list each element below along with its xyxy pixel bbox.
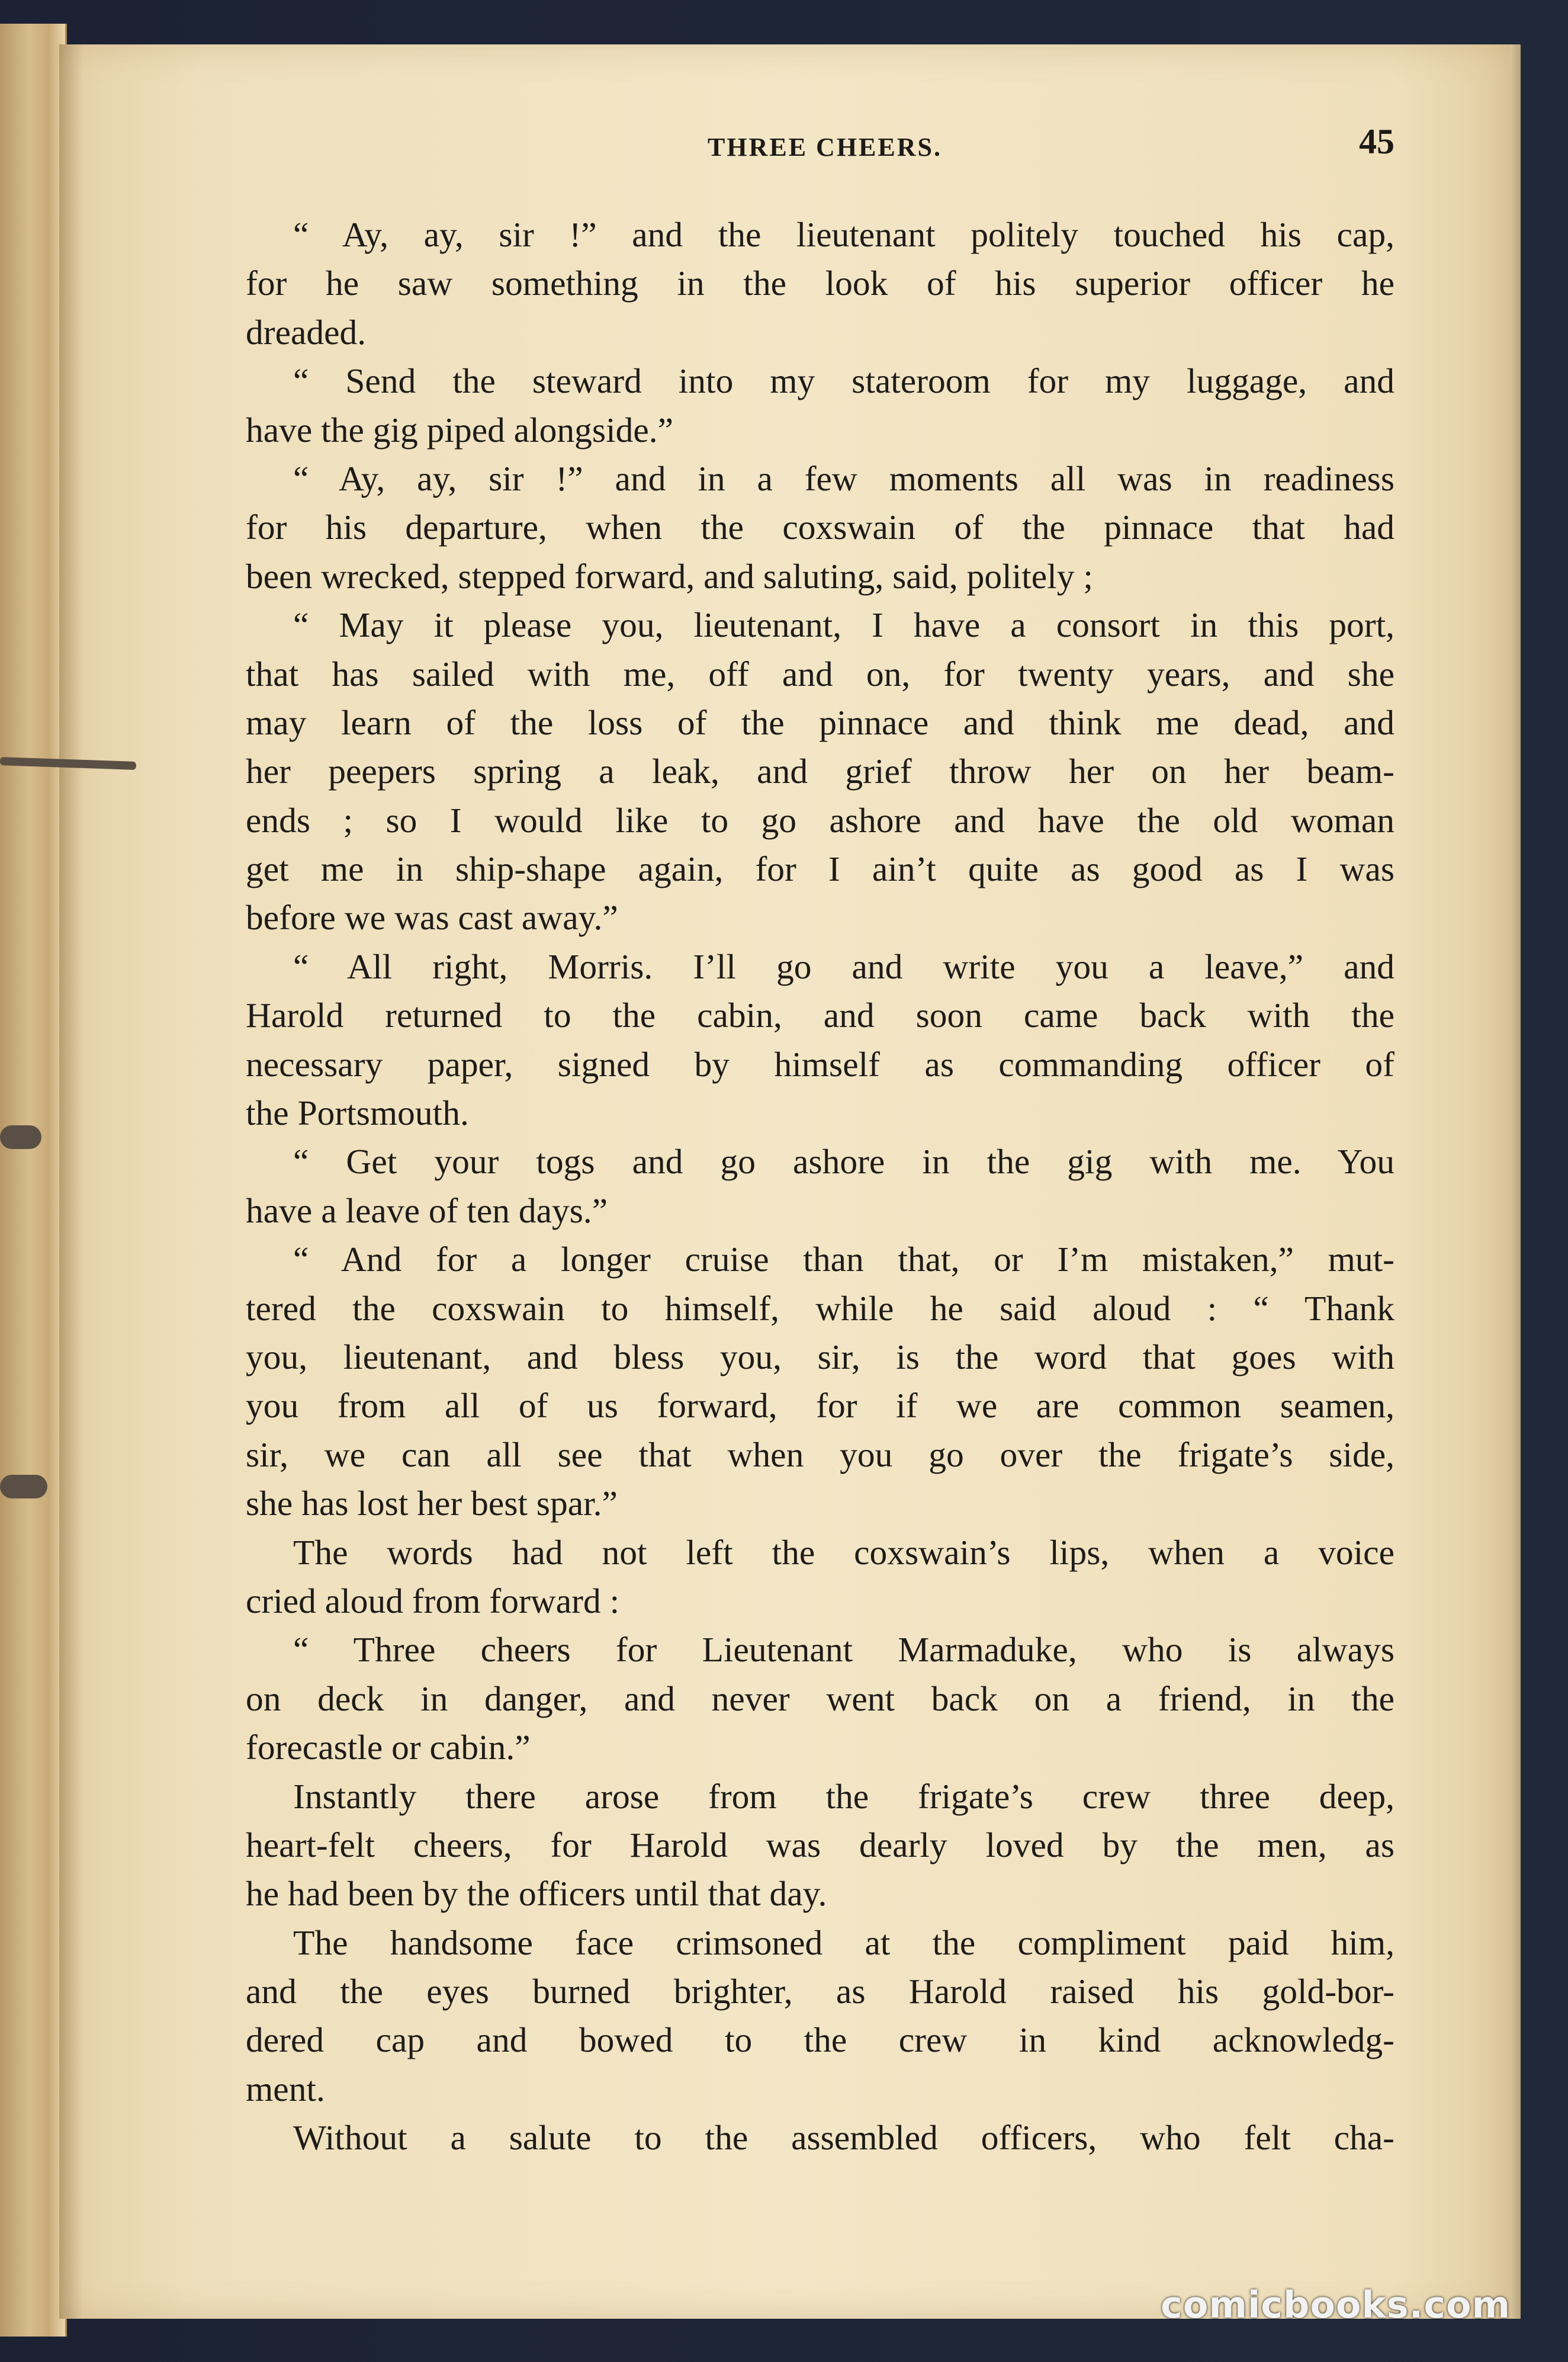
text-line: ment. (246, 2069, 325, 2109)
text-line: cried aloud from forward : (246, 1581, 620, 1620)
text-line: her peepers spring a leak, and grief throw her on her beam- (246, 752, 1395, 791)
page-header (246, 121, 1395, 169)
binding-edge (0, 24, 67, 2337)
text-line: have a leave of ten days.” (246, 1190, 608, 1230)
text-line: he had been by the officers until that day. (246, 1874, 827, 1914)
text-line: Instantly there arose from the frigate’s crew three deep, (293, 1776, 1395, 1816)
text-line: on deck in danger, and never went back on a friend, in the (246, 1679, 1395, 1718)
text-line: “ Ay, ay, sir !” and the lieutenant politely touched his cap, (293, 215, 1395, 254)
text-line: you, lieutenant, and bless you, sir, is the word that goes with (246, 1337, 1395, 1376)
text-line: “ May it please you, lieutenant, I have a consort in this port, (293, 605, 1395, 645)
text-line: for his departure, when the coxswain of the pinnace that had (246, 508, 1395, 547)
text-line: that has sailed with me, off and on, for twenty years, and she (246, 654, 1395, 694)
text-line: “ Ay, ay, sir !” and in a few moments all was in readiness (293, 458, 1395, 498)
binding-stitch (0, 1475, 47, 1498)
text-line: necessary paper, signed by himself as commanding officer of (246, 1044, 1395, 1084)
text-line: “ Three cheers for Lieutenant Marmaduke, who is always (293, 1630, 1395, 1670)
text-line: for he saw something in the look of his superior officer he (246, 264, 1395, 303)
text-line: been wrecked, stepped forward, and saluting, said, politely ; (246, 556, 1093, 596)
text-line: dered cap and bowed to the crew in kind acknowledg- (246, 2020, 1395, 2060)
text-line: get me in ship-shape again, for I ain’t quite as good as I was (246, 849, 1395, 889)
text-line: you from all of us forward, for if we are common seamen, (246, 1386, 1395, 1426)
text-line: “ All right, Morris. I’ll go and write you a leave,” and (293, 946, 1395, 986)
running-head: THREE CHEERS. (708, 133, 942, 162)
text-line: tered the coxswain to himself, while he said aloud : “ Thank (246, 1288, 1395, 1328)
text-line: “ And for a longer cruise than that, or I’m mistaken,” mut- (293, 1240, 1395, 1279)
text-line: The handsome face crimsoned at the compliment paid him, (293, 1923, 1395, 1962)
text-line: The words had not left the coxswain’s lips, when a voice (293, 1532, 1395, 1572)
text-line: and the eyes burned brighter, as Harold raised his gold-bor- (246, 1972, 1395, 2011)
text-line: before we was cast away.” (246, 898, 618, 938)
text-line: have the gig piped alongside.” (246, 410, 674, 450)
text-line: Without a salute to the assembled officers, who felt cha- (293, 2118, 1395, 2158)
text-line: dreaded. (246, 312, 367, 352)
text-line: heart-felt cheers, for Harold was dearly loved by the men, as (246, 1825, 1395, 1864)
text-line: ends ; so I would like to go ashore and have the old woman (246, 800, 1395, 840)
spine-shadow (59, 44, 83, 2319)
text-line: the Portsmouth. (246, 1093, 469, 1133)
text-line: Harold returned to the cabin, and soon came back with the (246, 996, 1395, 1035)
page-edge (1510, 44, 1521, 2319)
text-line: forecastle or cabin.” (246, 1728, 531, 1767)
watermark: comicbooks.com (1161, 2283, 1511, 2326)
text-line: “ Get your togs and go ashore in the gig with me. You (293, 1142, 1395, 1182)
text-line: sir, we can all see that when you go over the frigate’s side, (246, 1434, 1395, 1474)
binding-stitch (0, 1125, 41, 1149)
text-line: may learn of the loss of the pinnace and think me dead, and (246, 702, 1395, 742)
text-line: she has lost her best spar.” (246, 1484, 618, 1523)
page-number: 45 (1359, 122, 1395, 161)
body-text (246, 210, 1395, 2162)
text-line: “ Send the steward into my stateroom for my luggage, and (293, 361, 1395, 401)
